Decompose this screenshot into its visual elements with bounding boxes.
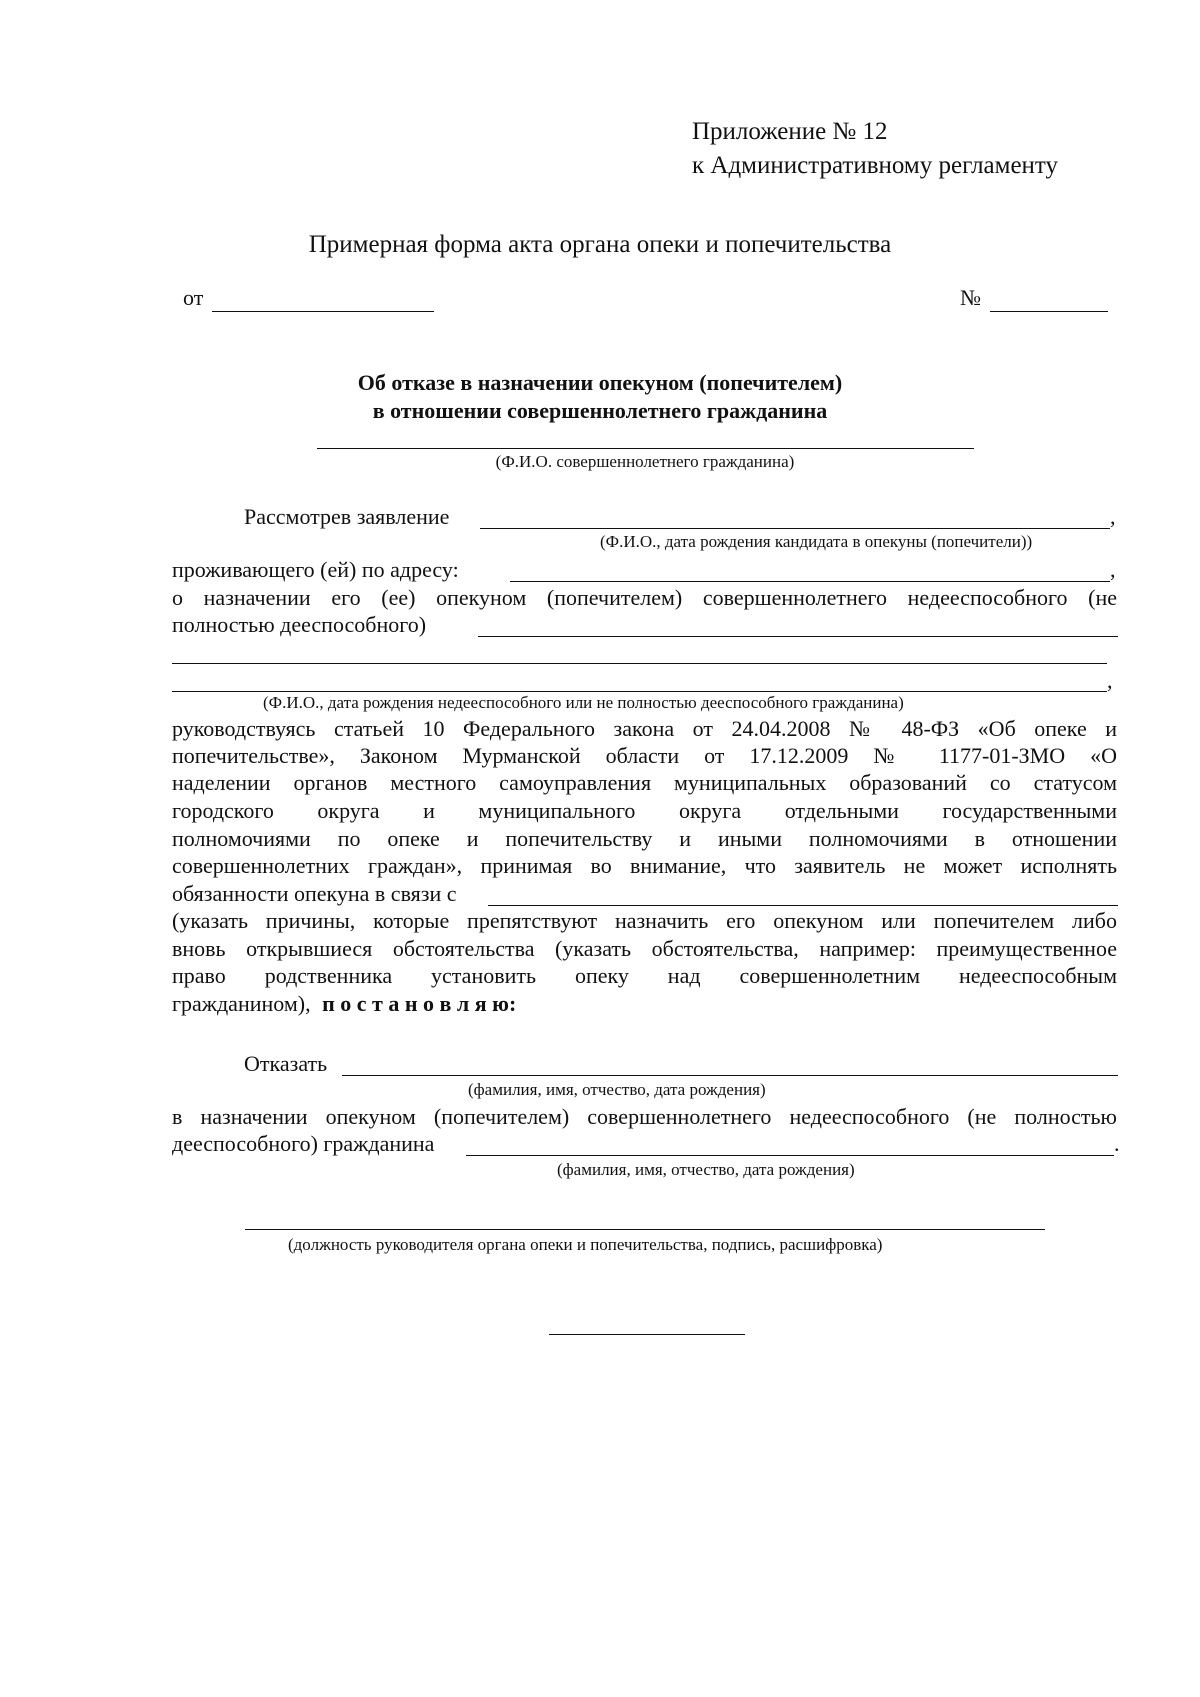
caption-fio-candidate: (Ф.И.О., дата рождения кандидата в опекуны (попечители)) bbox=[600, 532, 1033, 551]
guided-line5: полномочиями по опеке и попечительству и иными полномочиями в отношении bbox=[172, 826, 1117, 851]
reasons-last: гражданином), bbox=[172, 991, 311, 1016]
appoint-line2: полностью дееспособного) bbox=[172, 612, 427, 637]
guided-line4: городского округа и муниципального округа отдельными государственными bbox=[172, 798, 1117, 823]
adult-fio-field[interactable] bbox=[317, 448, 974, 449]
reason-field[interactable] bbox=[488, 905, 1118, 906]
date-label: от bbox=[183, 285, 204, 310]
caption-fio-incapable: (Ф.И.О., дата рождения недееспособного или не полностью дееспособного гражданина) bbox=[263, 693, 904, 712]
form-title: Примерная форма акта органа опеки и попечительства bbox=[308, 231, 892, 258]
caption-fio-ward: (фамилия, имя, отчество, дата рождения) bbox=[557, 1160, 855, 1179]
comma-1: , bbox=[1110, 504, 1116, 529]
caption-fio-adult: (Ф.И.О. совершеннолетнего гражданина) bbox=[495, 452, 795, 471]
act-title-line1: Об отказе в назначении опекуном (попечителем) bbox=[357, 370, 843, 395]
guided-line2: попечительстве», Законом Мурманской области от 17.12.2009 № 1177-01-ЗМО «О bbox=[172, 743, 1117, 768]
comma-2: , bbox=[1110, 557, 1116, 582]
candidate-fio-field[interactable] bbox=[480, 528, 1110, 529]
decree: п о с т а н о в л я ю: bbox=[322, 991, 517, 1016]
incapable-fio-field-2[interactable] bbox=[172, 663, 1107, 664]
caption-signature: (должность руководителя органа опеки и попечительства, подпись, расшифровка) bbox=[288, 1235, 883, 1254]
number-label: № bbox=[960, 285, 981, 310]
date-field[interactable] bbox=[212, 311, 434, 312]
closing-separator bbox=[549, 1334, 745, 1335]
considered-label: Рассмотрев заявление bbox=[244, 504, 450, 529]
appendix-reference: к Административному регламенту bbox=[692, 152, 1059, 179]
appoint-line1: о назначении его (ее) опекуном (попечителем) совершеннолетнего недееспособного (не bbox=[172, 585, 1117, 610]
signature-field[interactable] bbox=[245, 1229, 1045, 1230]
act-title-line2: в отношении совершеннолетнего гражданина bbox=[372, 398, 828, 423]
citizen-label: дееспособного) гражданина bbox=[172, 1131, 435, 1156]
reasons-line2: вновь открывшиеся обстоятельства (указать обстоятельства, например: преимущественное bbox=[172, 936, 1117, 961]
refuse-line: в назначении опекуном (попечителем) совершеннолетнего недееспособного (не полностью bbox=[172, 1104, 1117, 1129]
period: . bbox=[1114, 1131, 1120, 1156]
guided-line3: наделении органов местного самоуправления муниципальных образований со статусом bbox=[172, 770, 1117, 795]
refused-fio-field[interactable] bbox=[342, 1075, 1118, 1076]
appendix-number: Приложение № 12 bbox=[692, 118, 888, 145]
comma-3: , bbox=[1107, 668, 1113, 693]
number-field[interactable] bbox=[990, 311, 1108, 312]
reasons-last-line bbox=[172, 991, 516, 1017]
incapable-fio-field-1[interactable] bbox=[478, 636, 1118, 637]
guided-line1: руководствуясь статьей 10 Федерального закона от 24.04.2008 № 48-ФЗ «Об опеке и bbox=[172, 716, 1117, 741]
ward-fio-field[interactable] bbox=[466, 1155, 1114, 1156]
residing-label: проживающего (ей) по адресу: bbox=[172, 557, 459, 582]
refuse-label: Отказать bbox=[244, 1051, 328, 1076]
reasons-line1: (указать причины, которые препятствуют назначить его опекуном или попечителем либо bbox=[172, 908, 1117, 933]
incapable-fio-field-3[interactable] bbox=[172, 691, 1107, 692]
duties-label: обязанности опекуна в связи с bbox=[172, 881, 457, 906]
caption-fio-refused: (фамилия, имя, отчество, дата рождения) bbox=[468, 1080, 766, 1099]
address-field[interactable] bbox=[510, 581, 1110, 582]
reasons-line3: право родственника установить опеку над совершеннолетним недееспособным bbox=[172, 963, 1117, 988]
guided-line6: совершеннолетних граждан», принимая во внимание, что заявитель не может исполнять bbox=[172, 853, 1117, 878]
